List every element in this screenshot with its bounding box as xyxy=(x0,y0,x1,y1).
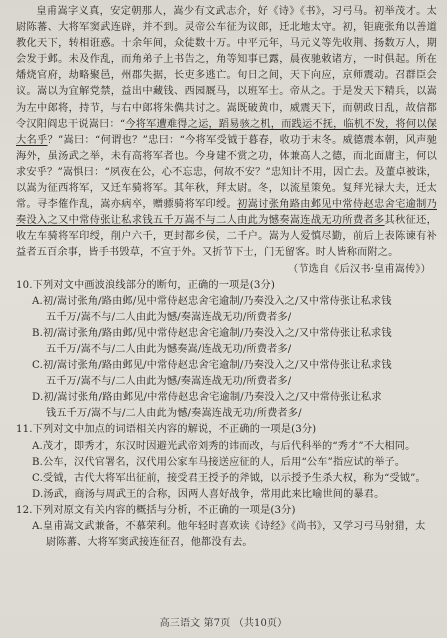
option-c: C.初/嵩讨张角/路由邺见/中常侍赵忠舍宅逾制/乃奏没入之/又中常侍张让私求钱 xyxy=(32,360,392,372)
option-a: A.皇甫嵩文武兼备，不慕荣利。他年轻时喜欢读《诗经》《尚书》，又学习弓马射猎，太 xyxy=(32,521,426,532)
option-d-continued: 钱五千万/嵩不与/二人由此为憾/奏嵩连战无功/所费者多/ xyxy=(46,408,302,420)
passage-source: （节选自《后汉书·皇甫嵩传》） xyxy=(287,263,431,275)
passage-text-after: 其秋征还，收左车骑将军印绶，削户六千，更封都乡侯，二千户。嵩为人爱慎尽勤，前后上表陈谏有补益者五百余事，皆手书毁草，不宣于外。又折节下士，门无留客。时人皆称而附之。 xyxy=(16,215,438,259)
question-11-stem: 11.下列对文中加点的词语相关内容的解说，不正确的一项是(3分) xyxy=(16,424,317,436)
option-a: A.茂才，即秀才，东汉时因避光武帝刘秀的讳而改，与后代科举的“秀才”不大相同。 xyxy=(32,440,416,452)
option-a-continued: 五千万/嵩不与/二人由此为憾/奏嵩连战无功/所费者多/ xyxy=(46,311,292,323)
classical-chinese-passage xyxy=(16,4,437,278)
wavy-underlined-passage: 初嵩讨张角路由邺见中常侍赵忠舍宅逾制乃奏没入之又中常侍张让私求钱五千万嵩不与二人由此为憾奏嵩连战无功所费者多 xyxy=(16,199,437,227)
option-c-continued: 五千万/嵩不与/二人由此为憾/奏嵩连战无功/所费者多/ xyxy=(46,376,292,388)
question-12 xyxy=(16,503,437,551)
option-d: D.初/嵩讨张角/路由邺见/中常侍赵忠舍宅逾制/乃奏没入之/又中常侍张让私求 xyxy=(32,392,382,404)
option-a-continued: 尉陈蕃、大将军窦武接连征召，他都没有去。 xyxy=(46,537,253,549)
option-c: C.受钺，古代大将军出征前，接受君王授予的斧钺，以示授予生杀大权，称为“受钺”。 xyxy=(32,472,426,484)
option-b: B.公车，汉代官署名，汉代用公家车马接送应征的人，后用“公车”指应试的举子。 xyxy=(32,456,406,468)
option-d: D.汤武，商汤与周武王的合称，因两人喜好战争，常用此来比喻世间的暴君。 xyxy=(32,488,385,500)
question-11 xyxy=(16,422,437,502)
passage-text-middle: ？”嵩曰：“何谓也？”忠曰：“今将军受钺于暮春，收功于末冬。威德震本朝，风声驰海外，虽汤武之举，未有高将军者也。今身建不赏之功，体兼高人之德，而北面庸主，何以求安乎？”嵩惧曰：“夙夜在公，心不忘忠，何故不安？”忠知计不用，因亡去。及董卓被诛，以嵩为征西将军，又迁车骑将军。其年秋，拜太尉。冬，以流星策免。复拜光禄大夫，迁太常。寻李傕作乱，嵩亦病卒，赠骠骑将军印绶。 xyxy=(16,134,437,211)
question-10 xyxy=(16,278,437,423)
underlined-sentence-1: 今将军遭难得之运，蹈易骇之机，而践运不抚，临机不发，将何以保大名乎 xyxy=(16,118,438,146)
option-b-continued: 五千万/嵩不与/二人由此为憾奏嵩/连战无功/所费者多/ xyxy=(46,343,292,355)
page-footer: 高三语文 第7页 （共10页） xyxy=(159,617,288,629)
question-12-stem: 12.下列对原文有关内容的概括与分析，不正确的一项是(3分) xyxy=(16,504,296,516)
option-a: A.初/嵩讨张角/路由邺/见中常侍赵忠舍宅逾制/乃奏没入之/又中常侍张让私求钱 xyxy=(32,295,392,307)
passage-text-before: 皇甫嵩字义真，安定朝那人，嵩少有文武志介，好《诗》《书》，习弓马。初举茂才。太尉陈蕃、大将军窦武连辟，并不到。灵帝公车征为议郎，迁北地太守。初，钜鹿张角以善道教化天下，转相诳惑。十余年间，众徒数十万。中平元年，马元义等先收荆、扬数万人，期会发于邺。未及作乱，而角弟子上书告之，角等知事已露，晨夜驰敕诸方，一时俱起。所在燔烧官府，劫略聚邑，州郡失据，长吏多逃亡。旬日之间，天下向应，京师震动。召群臣会议。嵩以为宜解党禁，益出中藏钱、西园厩马，以班军士。帝从之。于是发天下精兵，以嵩为左中郎将，持节，与右中郎将朱儁共讨之。嵩既破黄巾，威震天下，而朝政日乱，故信都令汉阳阎忠干说嵩曰：“ xyxy=(16,6,437,130)
option-b: B.初/嵩讨张角/路由邺/见中常侍赵忠舍宅逾制/乃奏没入之/又中常侍张让私求钱 xyxy=(32,327,392,339)
passage-paragraph xyxy=(16,4,437,262)
question-10-stem: 10.下列对文中画波浪线部分的断句，正确的一项是(3分) xyxy=(16,279,275,291)
